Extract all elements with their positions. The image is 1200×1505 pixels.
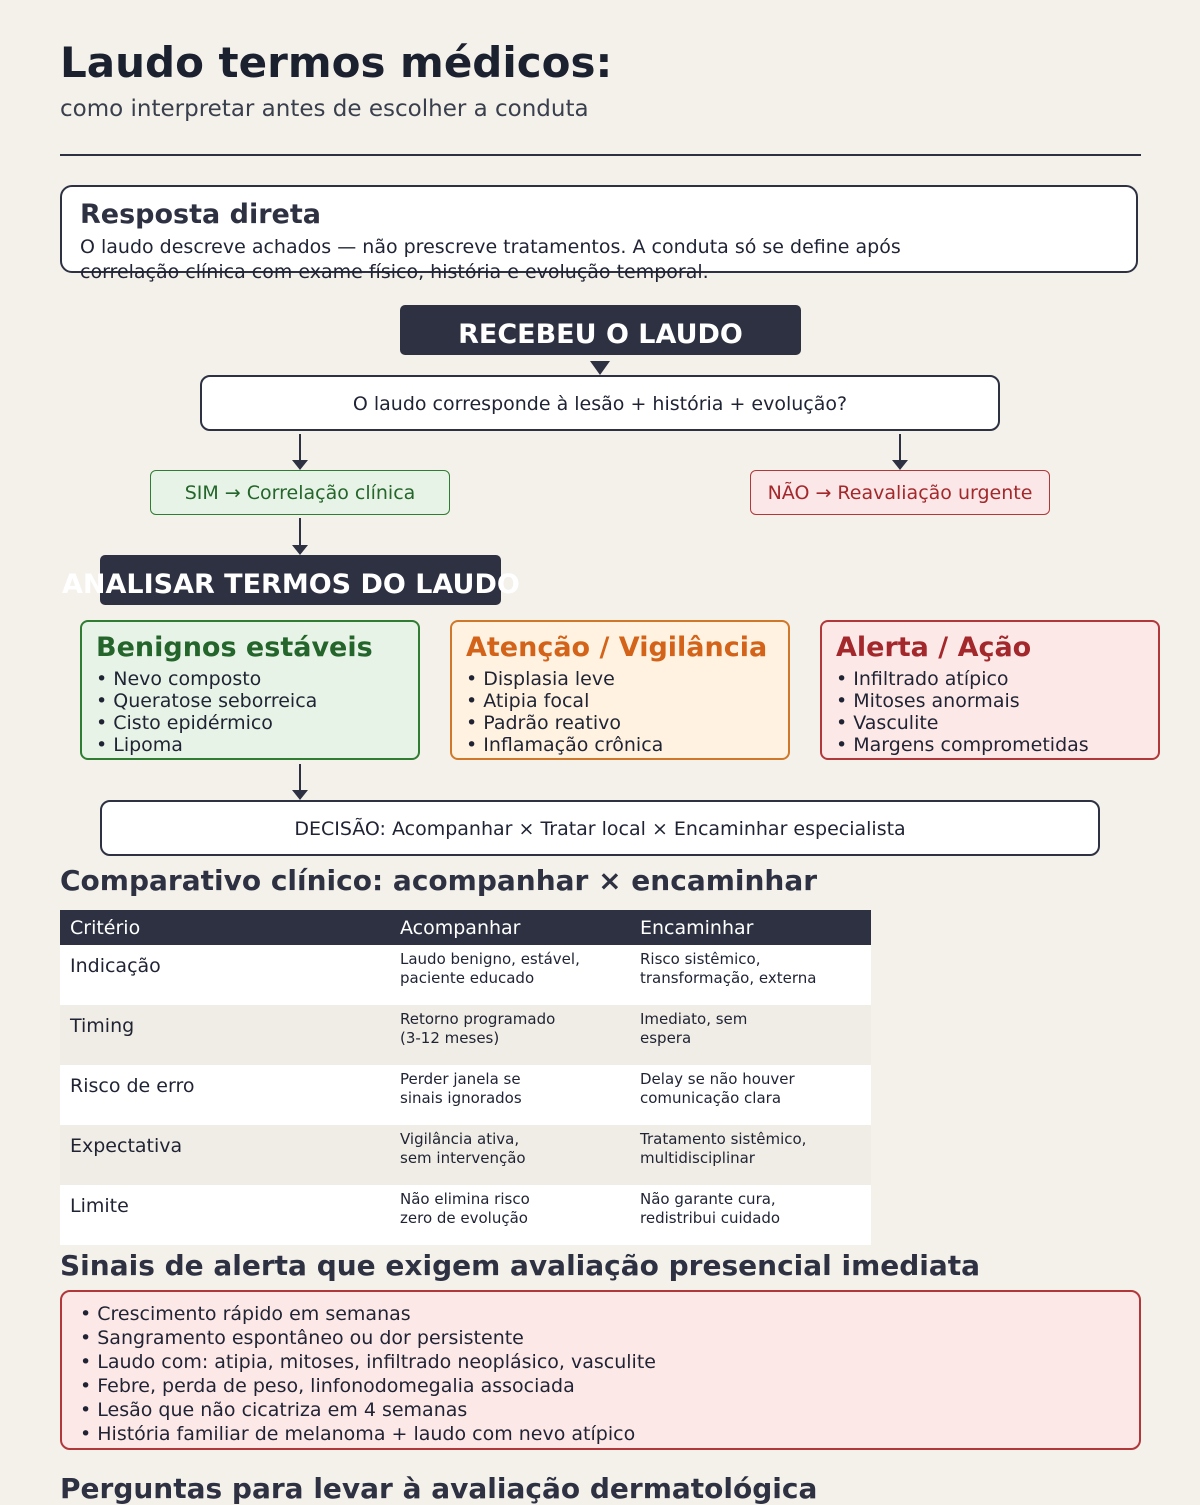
column-header: Encaminhar [630, 910, 871, 945]
arrow-head-start [590, 361, 610, 375]
criterion-cell: Expectativa [60, 1125, 390, 1185]
flow-start-node: RECEBEU O LAUDO [400, 305, 801, 355]
questions-heading: Perguntas para levar à avaliação dermatológica [60, 1472, 818, 1505]
direct-answer-body: O laudo descreve achados — não prescreve tratamentos. A conduta só se define após correlação clínica com exame físico, história e evolução temporal. [80, 236, 901, 283]
criterion-cell: Limite [60, 1185, 390, 1245]
table-row [60, 1185, 871, 1245]
list-item: • Infiltrado atípico [836, 668, 1089, 690]
list-item: • Vasculite [836, 712, 1089, 734]
alert-item: • Crescimento rápido em semanas [80, 1302, 656, 1326]
comparison-heading: Comparativo clínico: acompanhar × encaminhar [60, 864, 818, 897]
alerts-list [80, 1302, 656, 1446]
flow-question-node: O laudo corresponde à lesão + história + evolução? [200, 375, 1000, 431]
criterion-cell: Risco de erro [60, 1065, 390, 1125]
follow-cell: Retorno programado (3-12 meses) [390, 1005, 630, 1065]
table-row [60, 1005, 871, 1065]
category-benign-title: Benignos estáveis [96, 632, 373, 663]
list-item: • Padrão reativo [466, 712, 663, 734]
list-item: • Queratose seborreica [96, 690, 317, 712]
alert-item: • Sangramento espontâneo ou dor persistente [80, 1326, 656, 1350]
alert-item: • Laudo com: atipia, mitoses, infiltrado neoplásico, vasculite [80, 1350, 656, 1374]
column-header: Acompanhar [390, 910, 630, 945]
arrow-head-analyze [292, 545, 308, 555]
follow-cell: Perder janela se sinais ignorados [390, 1065, 630, 1125]
arrow-head-no [892, 460, 908, 470]
refer-cell: Não garante cura, redistribui cuidado [630, 1185, 871, 1245]
category-benign-list [96, 668, 317, 756]
flow-yes-node: SIM → Correlação clínica [150, 470, 450, 515]
category-attention-list [466, 668, 663, 756]
flow-no-node: NÃO → Reavaliação urgente [750, 470, 1050, 515]
arrow-head-decision [292, 790, 308, 800]
table-header-row [60, 910, 871, 945]
direct-answer-title: Resposta direta [80, 199, 321, 230]
category-alert-title: Alerta / Ação [836, 632, 1032, 663]
category-alert-list [836, 668, 1089, 756]
refer-cell: Delay se não houver comunicação clara [630, 1065, 871, 1125]
refer-cell: Risco sistêmico, transformação, externa [630, 945, 871, 1005]
table-row [60, 1065, 871, 1125]
column-header: Critério [60, 910, 390, 945]
table-row [60, 945, 871, 1005]
arrow-head-yes [292, 460, 308, 470]
list-item: • Cisto epidérmico [96, 712, 317, 734]
list-item: • Displasia leve [466, 668, 663, 690]
alert-item: • Lesão que não cicatriza em 4 semanas [80, 1398, 656, 1422]
category-attention-title: Atenção / Vigilância [466, 632, 768, 663]
criterion-cell: Indicação [60, 945, 390, 1005]
refer-cell: Tratamento sistêmico, multidisciplinar [630, 1125, 871, 1185]
refer-cell: Imediato, sem espera [630, 1005, 871, 1065]
list-item: • Margens comprometidas [836, 734, 1089, 756]
list-item: • Inflamação crônica [466, 734, 663, 756]
list-item: • Lipoma [96, 734, 317, 756]
flow-decision-node: DECISÃO: Acompanhar × Tratar local × Encaminhar especialista [100, 800, 1100, 856]
page-title: Laudo termos médicos: [60, 38, 613, 87]
criterion-cell: Timing [60, 1005, 390, 1065]
follow-cell: Vigilância ativa, sem intervenção [390, 1125, 630, 1185]
list-item: • Mitoses anormais [836, 690, 1089, 712]
alert-item: • Febre, perda de peso, linfonodomegalia associada [80, 1374, 656, 1398]
table-row [60, 1125, 871, 1185]
comparison-table [60, 910, 871, 1245]
list-item: • Nevo composto [96, 668, 317, 690]
follow-cell: Laudo benigno, estável, paciente educado [390, 945, 630, 1005]
page-subtitle: como interpretar antes de escolher a conduta [60, 96, 589, 122]
list-item: • Atipia focal [466, 690, 663, 712]
follow-cell: Não elimina risco zero de evolução [390, 1185, 630, 1245]
alert-item: • História familiar de melanoma + laudo com nevo atípico [80, 1422, 656, 1446]
alerts-heading: Sinais de alerta que exigem avaliação presencial imediata [60, 1249, 981, 1282]
flow-analyze-label: ANALISAR TERMOS DO LAUDO [62, 569, 520, 600]
